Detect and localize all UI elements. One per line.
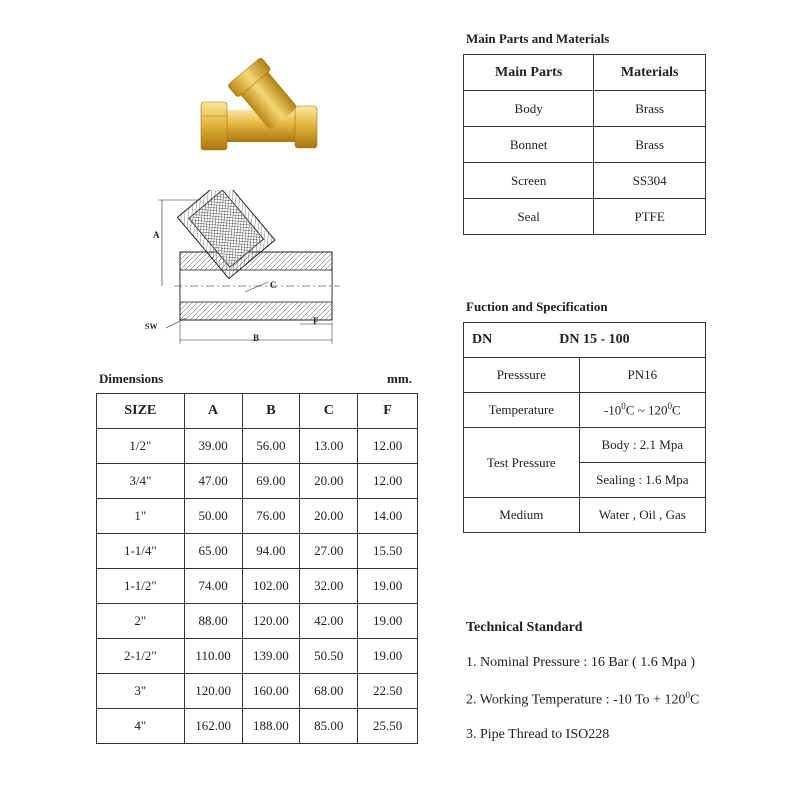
dimension-cell: 120.00: [242, 604, 300, 639]
dim-label-a: A: [153, 230, 160, 240]
dn-value: DN 15 - 100: [559, 332, 630, 347]
dimension-cell: 32.00: [300, 569, 358, 604]
dimension-cell: 160.00: [242, 674, 300, 709]
table-row: [97, 534, 418, 569]
dimension-cell: 15.50: [358, 534, 418, 569]
table-cell: PTFE: [594, 199, 706, 235]
table-row: [464, 498, 706, 533]
section-drawing: [140, 190, 350, 350]
table-row: [464, 393, 706, 428]
dimension-cell: 19.00: [358, 639, 418, 674]
size-cell: 1": [97, 499, 185, 534]
table-cell: Test Pressure: [464, 428, 580, 498]
technical-title: Technical Standard: [466, 620, 583, 635]
dimension-cell: 162.00: [184, 709, 242, 744]
parts-table: [463, 54, 706, 235]
dn-label: DN: [472, 332, 493, 347]
table-row: [464, 323, 706, 358]
dimension-cell: 20.00: [300, 499, 358, 534]
table-cell: PN16: [579, 358, 705, 393]
dimension-cell: 12.00: [358, 429, 418, 464]
table-row: [97, 674, 418, 709]
temp-mid: C ~ 120: [625, 402, 668, 418]
dimension-cell: 65.00: [184, 534, 242, 569]
table-cell: Brass: [594, 127, 706, 163]
table-row: [464, 91, 706, 127]
table-row: [97, 639, 418, 674]
table-row: [97, 464, 418, 499]
table-cell: Bonnet: [464, 127, 594, 163]
table-row: [464, 428, 706, 463]
size-cell: 2": [97, 604, 185, 639]
dimension-cell: 139.00: [242, 639, 300, 674]
dimension-cell: 94.00: [242, 534, 300, 569]
dimension-cell: 12.00: [358, 464, 418, 499]
table-row: [464, 127, 706, 163]
table-cell: Body: [464, 91, 594, 127]
size-cell: 1-1/4": [97, 534, 185, 569]
product-photo: [195, 58, 330, 163]
technical-line-2-unit: C: [689, 692, 700, 708]
size-cell: 2-1/2": [97, 639, 185, 674]
table-cell: Body : 2.1 Mpa: [579, 428, 705, 463]
table-row: [464, 163, 706, 199]
size-cell: 1/2": [97, 429, 185, 464]
header-cell: SIZE: [97, 394, 185, 429]
size-cell: 3": [97, 674, 185, 709]
temp-low: -10: [603, 402, 622, 418]
table-header-row: [97, 394, 418, 429]
dimension-cell: 42.00: [300, 604, 358, 639]
table-cell: Screen: [464, 163, 594, 199]
header-cell: Main Parts: [464, 55, 594, 91]
temp-end: C: [672, 402, 681, 418]
dimension-cell: 20.00: [300, 464, 358, 499]
table-row: [97, 499, 418, 534]
spec-table: [463, 322, 706, 533]
table-row: [97, 604, 418, 639]
spec-title: Fuction and Specification: [466, 299, 608, 314]
size-cell: 4": [97, 709, 185, 744]
degree-mark: 0: [621, 401, 626, 412]
dimension-cell: 102.00: [242, 569, 300, 604]
dimension-cell: 56.00: [242, 429, 300, 464]
table-cell: Temperature: [464, 393, 580, 428]
dimensions-table: [96, 393, 418, 744]
table-cell: Water , Oil , Gas: [579, 498, 705, 533]
dimension-cell: 50.50: [300, 639, 358, 674]
dimension-cell: 19.00: [358, 569, 418, 604]
table-row: [464, 199, 706, 235]
table-header-row: [464, 55, 706, 91]
header-cell: F: [358, 394, 418, 429]
table-row: [97, 429, 418, 464]
dimension-cell: 14.00: [358, 499, 418, 534]
dn-cell: [464, 323, 706, 358]
dimension-cell: 120.00: [184, 674, 242, 709]
dimension-cell: 39.00: [184, 429, 242, 464]
table-row: [97, 569, 418, 604]
dimension-cell: 19.00: [358, 604, 418, 639]
technical-line-3: 3. Pipe Thread to ISO228: [466, 727, 610, 742]
dim-label-b: B: [253, 333, 260, 343]
table-cell: Brass: [594, 91, 706, 127]
table-row: [464, 358, 706, 393]
header-cell: C: [300, 394, 358, 429]
technical-line-1: 1. Nominal Pressure : 16 Bar ( 1.6 Mpa ): [466, 655, 696, 670]
dimension-cell: 74.00: [184, 569, 242, 604]
dimension-cell: 88.00: [184, 604, 242, 639]
parts-title: Main Parts and Materials: [466, 31, 610, 46]
header-cell: A: [184, 394, 242, 429]
dimension-cell: 25.50: [358, 709, 418, 744]
dim-label-sw: SW: [145, 322, 158, 331]
table-cell: Medium: [464, 498, 580, 533]
dimension-cell: 22.50: [358, 674, 418, 709]
dimension-cell: 85.00: [300, 709, 358, 744]
dimension-cell: 13.00: [300, 429, 358, 464]
dimension-cell: 188.00: [242, 709, 300, 744]
table-cell: Seal: [464, 199, 594, 235]
technical-line-2: [466, 690, 699, 709]
dimension-cell: 47.00: [184, 464, 242, 499]
size-cell: 1-1/2": [97, 569, 185, 604]
dimension-cell: 69.00: [242, 464, 300, 499]
dim-label-c: C: [270, 280, 277, 290]
table-cell: [579, 393, 705, 428]
header-cell: B: [242, 394, 300, 429]
technical-line-2-text: 2. Working Temperature : -10 To + 120: [466, 692, 686, 708]
dimension-cell: 68.00: [300, 674, 358, 709]
table-cell: SS304: [594, 163, 706, 199]
header-cell: Materials: [594, 55, 706, 91]
dimensions-unit: mm.: [387, 371, 412, 386]
dimension-cell: 110.00: [184, 639, 242, 674]
dim-label-f: F: [313, 316, 319, 326]
dimensions-title: Dimensions: [99, 371, 164, 386]
table-cell: Presssure: [464, 358, 580, 393]
dimension-cell: 50.00: [184, 499, 242, 534]
table-row: [97, 709, 418, 744]
dimension-cell: 27.00: [300, 534, 358, 569]
table-cell: Sealing : 1.6 Mpa: [579, 463, 705, 498]
size-cell: 3/4": [97, 464, 185, 499]
degree-mark: 0: [667, 401, 672, 412]
dimension-cell: 76.00: [242, 499, 300, 534]
degree-mark: 0: [685, 690, 690, 700]
